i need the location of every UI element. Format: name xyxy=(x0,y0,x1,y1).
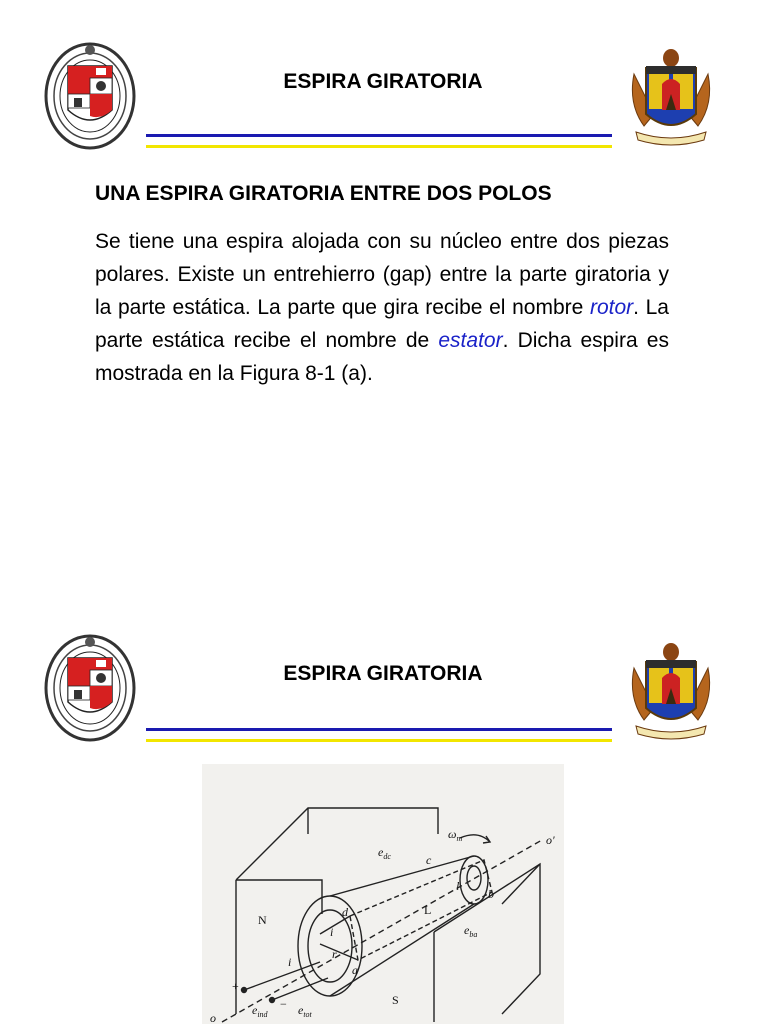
label-o: o xyxy=(210,1011,216,1024)
paragraph-text-1: Se tiene una espira alojada con su núcleo entre dos piezas polares. Existe un entrehierro (gap) entre la parte giratoria y la parte estática. La parte que gira recibe el nombre xyxy=(95,230,669,319)
slide-title: ESPIRA GIRATORIA xyxy=(283,70,483,93)
label-south: S xyxy=(392,993,399,1007)
title-underline-blue xyxy=(146,728,612,731)
term-rotor: rotor xyxy=(589,296,634,319)
label-i-lead: i xyxy=(288,955,292,969)
rotating-loop-figure xyxy=(202,764,564,1024)
label-plus: + xyxy=(232,979,239,993)
term-estator: estator xyxy=(438,329,503,352)
body-paragraph xyxy=(95,225,669,390)
label-eind: $e_{ind}$ xyxy=(252,1003,268,1019)
label-L: L xyxy=(424,903,432,917)
terminal-plus xyxy=(242,988,247,993)
university-seal-logo xyxy=(44,40,136,150)
label-north: N xyxy=(258,913,267,927)
label-etot: $e_{tot}$ xyxy=(298,1003,312,1019)
rotation-arrow xyxy=(460,835,490,842)
label-d: d xyxy=(342,905,348,919)
label-b: b xyxy=(488,887,494,901)
title-underline-yellow xyxy=(146,145,612,148)
label-edc: $e_{dc}$ xyxy=(378,845,391,861)
paragraph-text-3: . Dicha espira es mostrada en la Figura 8-1 (a). xyxy=(95,329,669,385)
label-a: a xyxy=(352,963,358,977)
rotor-top-line xyxy=(330,856,474,896)
label-c: c xyxy=(426,853,432,867)
rotor-inner-face xyxy=(308,910,352,982)
section-heading: UNA ESPIRA GIRATORIA ENTRE DOS POLOS xyxy=(95,182,552,205)
eagle-coat-of-arms-logo xyxy=(626,638,716,746)
paragraph-text-2: . La parte estática recibe el nombre de xyxy=(95,296,669,352)
pole-n-top-edge xyxy=(236,808,438,880)
label-omega: $\omega_m$ xyxy=(448,827,463,843)
label-r: r xyxy=(332,947,337,961)
title-underline-blue xyxy=(146,134,612,137)
title-underline-yellow xyxy=(146,739,612,742)
label-l: l xyxy=(456,879,460,893)
label-eba: $e_{ba}$ xyxy=(464,923,478,939)
slide-title: ESPIRA GIRATORIA xyxy=(283,662,483,685)
university-seal-logo xyxy=(44,632,136,742)
rotation-axis xyxy=(222,840,542,1022)
label-o-prime: o' xyxy=(546,833,555,847)
eagle-coat-of-arms-logo xyxy=(626,44,716,152)
terminal-minus xyxy=(270,998,275,1003)
loop-conductor xyxy=(350,860,492,960)
label-minus: − xyxy=(280,997,287,1011)
label-i-loop: i xyxy=(330,925,334,939)
